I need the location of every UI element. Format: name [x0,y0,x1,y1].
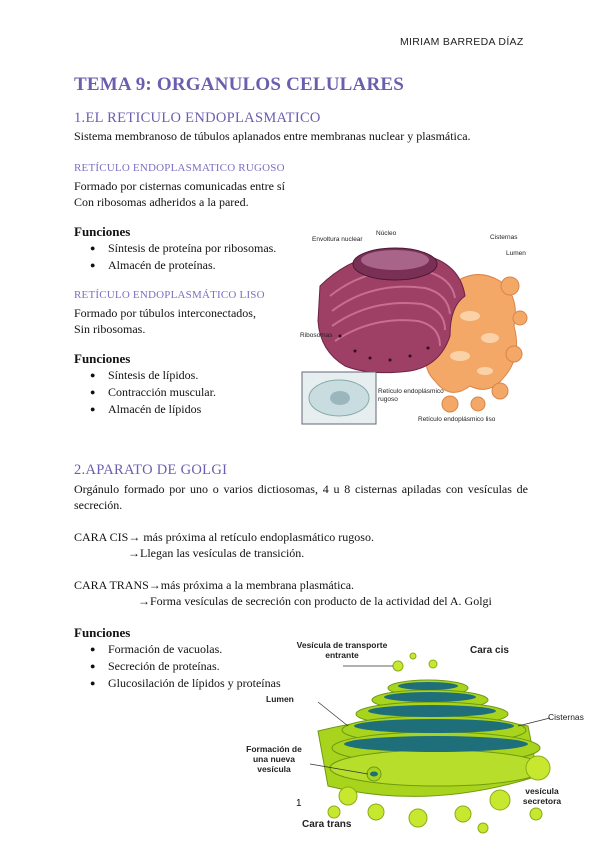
rer-heading: RETÍCULO ENDOPLASMATICO RUGOSO [74,162,285,174]
er-label-nucleo: Núcleo [376,230,397,237]
er-label-rugoso: Retículo endoplásmico rugoso [378,388,444,403]
er-label-envoltura: Envoltura nuclear [312,236,363,243]
golgi-funciones-heading: Funciones [74,625,131,640]
ser-funciones-heading: Funciones [74,351,131,366]
golgi-label-cisternas: Cisternas [548,712,584,722]
section-2-intro: Orgánulo formado por uno o varios dictiosomas, 4 u 8 cisternas apiladas con vesículas de secreción. [74,482,528,512]
page-title: TEMA 9: ORGANULOS CELULARES [74,74,405,95]
cara-trans-text: CARA TRANS→más próxima a la membrana plasmática. [74,578,355,592]
rer-funciones-list [90,240,276,274]
rer-funciones-heading: Funciones [74,224,131,239]
list-item: ● Síntesis de lípidos. [90,367,216,384]
cara-cis-text: CARA CIS→ más próxima al retículo endoplasmático rugoso. [74,530,374,544]
list-item: ● Almacén de lípidos [90,401,216,418]
list-item: ● Contracción muscular. [90,384,216,401]
list-item: ● Glucosilación de lípidos y proteínas [90,675,281,692]
ser-line-2: Sin ribosomas. [74,322,146,336]
section-1-heading: 1.EL RETICULO ENDOPLASMATICO [74,110,321,126]
er-figure [300,226,528,426]
er-label-cisternas: Cisternas [490,234,518,241]
page-number: 1 [296,798,302,809]
cara-cis-sub: →Llegan las vesículas de transición. [128,546,305,560]
rer-line-2: Con ribosomas adheridos a la pared. [74,195,249,209]
section-1-intro: Sistema membranoso de túbulos aplanados entre membranas nuclear y plasmática. [74,129,471,143]
golgi-label-formacion: Formación de una nueva vesícula [246,744,302,774]
list-item: ● Síntesis de proteína por ribosomas. [90,240,276,257]
ser-heading: RETÍCULO ENDOPLASMÁTICO LISO [74,289,265,301]
golgi-label-cara-cis: Cara cis [470,645,509,656]
er-label-lumen: Lumen [506,250,526,257]
golgi-label-vesicula-secretora: vesícula secretora [522,786,562,806]
rer-line-1: Formado por cisternas comunicadas entre sí [74,179,285,193]
list-item: ● Secreción de proteínas. [90,658,281,675]
golgi-label-cara-trans: Cara trans [302,819,352,830]
section-2-heading: 2.APARATO DE GOLGI [74,462,228,478]
cara-trans-sub: →Forma vesículas de secreción con producto de la actividad del A. Golgi [138,594,492,608]
golgi-figure [238,636,598,836]
ser-funciones-list [90,367,216,418]
list-item: ● Almacén de proteínas. [90,257,276,274]
list-item: ● Formación de vacuolas. [90,641,281,658]
author-name: MIRIAM BARREDA DÍAZ [400,36,524,48]
ser-line-1: Formado por túbulos interconectados, [74,306,256,320]
er-label-liso: Retículo endoplásmico liso [418,416,496,423]
golgi-label-vesicula-entrante: Vesícula de transporte entrante [296,640,388,660]
golgi-label-lumen: Lumen [266,694,294,704]
golgi-illustration [238,636,598,836]
er-label-ribosomas: Ribosomas [300,332,333,339]
